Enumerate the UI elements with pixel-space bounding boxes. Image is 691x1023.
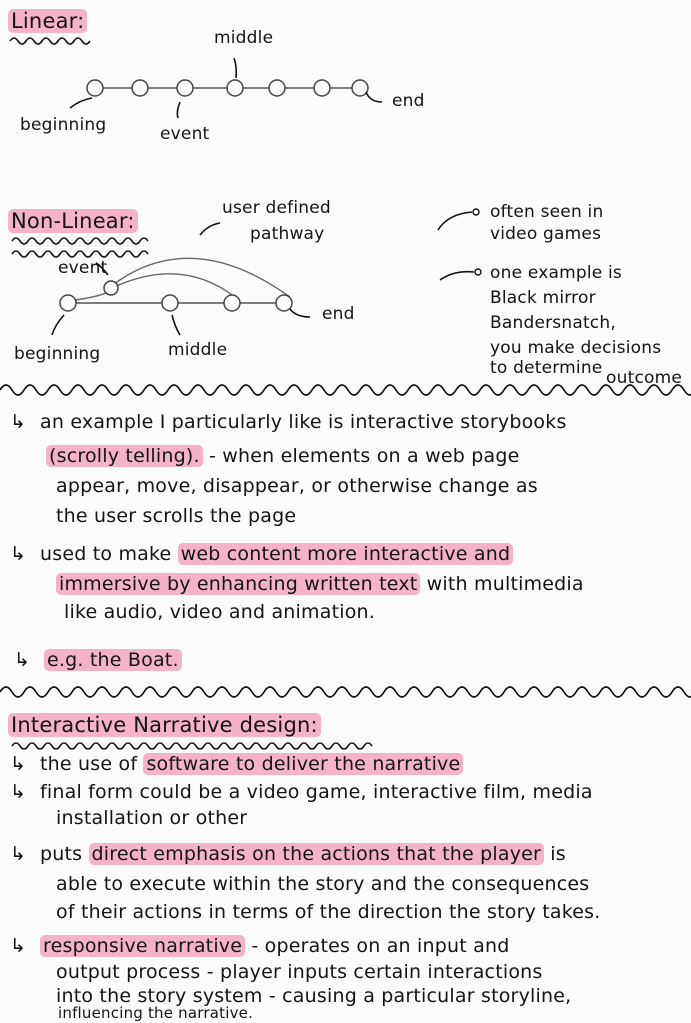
ind-bullet-4-line-2: output process - player inputs certain interactions [56,961,543,983]
ind-heading: Interactive Narrative design: [8,712,321,738]
nonlinear-heading: Non-Linear: [8,208,138,234]
storybooks-bullet-1-line-2: (scrolly telling). - when elements on a web page [46,444,520,468]
nonlinear-node-end [276,295,292,311]
nonlinear-label-beginning: beginning [14,344,101,364]
side-note-2-line-2: Black mirror [490,288,596,308]
storybooks-bullet-1-line-3: appear, move, disappear, or otherwise change as [56,475,538,497]
side-note-2-line-4: you make decisions [490,338,662,358]
linear-node-1 [87,80,103,96]
ind-bullet-2-line-1: ↳ final form could be a video game, interactive film, media [10,781,593,803]
ind-bullet-1: ↳ the use of software to deliver the narrative [10,752,463,776]
side-note-2-line-1: one example is [490,263,622,283]
ind-bullet-2-line-2: installation or other [56,807,248,829]
linear-heading: Linear: [8,8,87,34]
linear-label-beginning: beginning [20,115,107,135]
linear-node-7 [352,80,368,96]
nonlinear-label-end: end [322,304,355,324]
linear-node-6 [314,80,330,96]
hook-arrow-icon: ↳ [10,843,27,865]
nonlinear-node-beginning [60,295,76,311]
side-note-2-line-5: to determine [490,358,603,378]
linear-label-end: end [392,91,425,111]
side-note-arrows [430,200,490,290]
storybooks-bullet-1-line-1: ↳ an example I particularly like is interactive storybooks [10,411,567,433]
nonlinear-label-user-pathway-1: user defined [222,198,331,218]
linear-label-event: event [160,124,210,144]
ind-bullet-4-line-4: influencing the narrative. [58,1004,254,1022]
ind-heading-underline [0,739,380,753]
hook-arrow-icon: ↳ [10,543,27,565]
nonlinear-label-middle: middle [168,340,228,360]
ind-bullet-4-line-3: into the story system - causing a particular storyline, [56,985,572,1007]
linear-label-middle: middle [214,28,274,48]
nonlinear-diagram [0,205,460,365]
side-note-2-line-3: Bandersnatch, [490,313,616,333]
storybooks-bullet-1-line-4: the user scrolls the page [56,505,297,527]
storybooks-bullet-3: ↳ e.g. the Boat. [14,648,182,672]
hook-arrow-icon: ↳ [10,753,27,775]
nonlinear-node-middle [162,295,178,311]
hook-arrow-icon: ↳ [10,411,27,433]
linear-node-2 [132,80,148,96]
side-note-1-line-2: video games [490,224,602,244]
hook-arrow-icon: ↳ [14,649,31,671]
nonlinear-label-user-pathway-2: pathway [250,224,325,244]
linear-node-5 [269,80,285,96]
side-note-2-line-6: outcome [606,368,683,388]
nonlinear-label-event: event [58,258,108,278]
storybooks-bullet-2-line-3: like audio, video and animation. [64,601,376,623]
ind-bullet-3-line-1: ↳ puts direct emphasis on the actions that the player is [10,843,566,865]
section-divider-1 [0,378,691,398]
ind-bullet-3-line-2: able to execute within the story and the consequences [56,873,590,895]
section-divider-2 [0,680,691,700]
side-note-1-line-1: often seen in [490,202,604,222]
linear-node-4 [227,80,243,96]
nonlinear-node-event [104,281,118,295]
hook-arrow-icon: ↳ [10,781,27,803]
ind-bullet-3-line-3: of their actions in terms of the direction the story takes. [56,901,601,923]
storybooks-bullet-2-line-1: ↳ used to make web content more interactive and [10,542,513,566]
storybooks-bullet-2-line-2: immersive by enhancing written text with multimedia [56,572,584,596]
hook-arrow-icon: ↳ [10,935,27,957]
ind-bullet-4-line-1: ↳ responsive narrative - operates on an input and [10,935,510,957]
nonlinear-node-4 [224,295,240,311]
linear-node-3 [177,80,193,96]
